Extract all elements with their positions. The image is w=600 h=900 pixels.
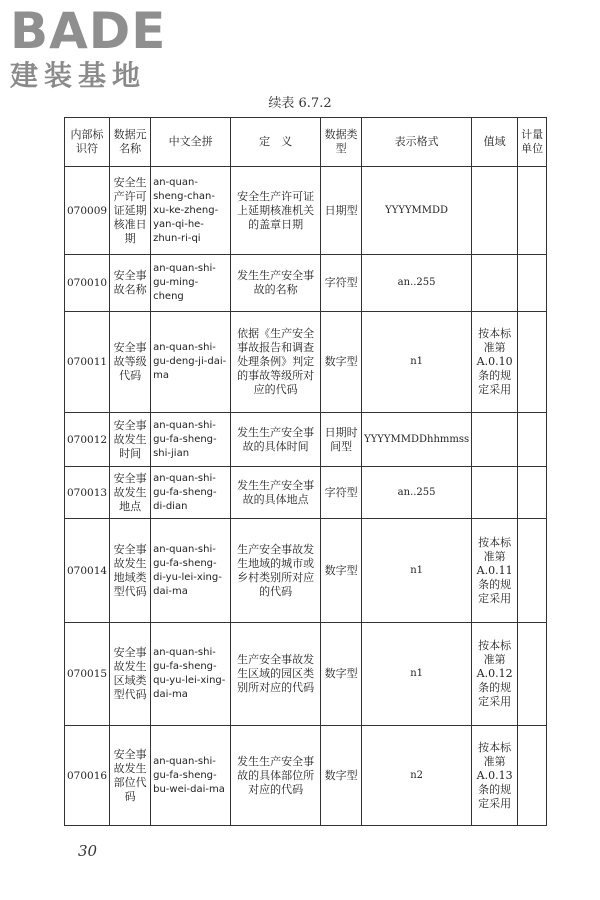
cell-pinyin: an-quan-shi-gu-fa-sheng-bu-wei-dai-ma (151, 726, 231, 826)
cell-name: 安全事故等级代码 (110, 312, 151, 413)
cell-definition: 生产安全事故发生地域的城市或乡村类别所对应的代码 (231, 519, 321, 623)
cell-unit (518, 519, 547, 623)
cell-pinyin: an-quan-shi-gu-fa-sheng-di-yu-lei-xing-dai-ma (151, 519, 231, 623)
table-row (65, 413, 547, 467)
cell-pinyin: an-quan-shi-gu-deng-ji-dai-ma (151, 312, 231, 413)
cell-pinyin: an-quan-sheng-chan-xu-ke-zheng-yan-qi-he-zhun-ri-qi (151, 167, 231, 255)
cell-definition: 安全生产许可证上延期核准机关的盖章日期 (231, 167, 321, 255)
cell-definition: 发生生产安全事故的名称 (231, 255, 321, 312)
table-row (65, 167, 547, 255)
cell-domain (472, 255, 518, 312)
table-caption: 续表 6.7.2 (268, 96, 332, 111)
cell-code: 070010 (65, 255, 110, 312)
cell-format: an..255 (362, 467, 472, 519)
page-number: 30 (78, 842, 98, 860)
cell-domain (472, 467, 518, 519)
cell-name: 安全事故发生部位代码 (110, 726, 151, 826)
cell-domain: 按本标准第A.0.13条的规定采用 (472, 726, 518, 826)
cell-name: 安全生产许可证延期核准日期 (110, 167, 151, 255)
cell-type: 字符型 (321, 255, 362, 312)
cell-unit (518, 623, 547, 726)
cell-format: n1 (362, 519, 472, 623)
table-row (65, 467, 547, 519)
table-row (65, 312, 547, 413)
cell-domain: 按本标准第A.0.10条的规定采用 (472, 312, 518, 413)
cell-pinyin: an-quan-shi-gu-fa-sheng-qu-yu-lei-xing-dai-ma (151, 623, 231, 726)
cell-definition: 发生生产安全事故的具体部位所对应的代码 (231, 726, 321, 826)
cell-name: 安全事故名称 (110, 255, 151, 312)
cell-code: 070011 (65, 312, 110, 413)
cell-domain: 按本标准第A.0.11条的规定采用 (472, 519, 518, 623)
cell-code: 070016 (65, 726, 110, 826)
cell-format: n1 (362, 312, 472, 413)
cell-code: 070014 (65, 519, 110, 623)
cell-unit (518, 467, 547, 519)
cell-definition: 生产安全事故发生区域的园区类别所对应的代码 (231, 623, 321, 726)
cell-definition: 发生生产安全事故的具体时间 (231, 413, 321, 467)
cell-type: 数字型 (321, 726, 362, 826)
cell-format: YYYYMMDD (362, 167, 472, 255)
cell-code: 070015 (65, 623, 110, 726)
cell-unit (518, 312, 547, 413)
cell-type: 日期时间型 (321, 413, 362, 467)
cell-type: 数字型 (321, 623, 362, 726)
header-format: 表示格式 (362, 118, 472, 167)
cell-unit (518, 726, 547, 826)
cell-name: 安全事故发生地点 (110, 467, 151, 519)
cell-type: 字符型 (321, 467, 362, 519)
cell-name: 安全事故发生时间 (110, 413, 151, 467)
header-code: 内部标识符 (65, 118, 110, 167)
cell-format: YYYYMMDDhhmmss (362, 413, 472, 467)
cell-unit (518, 413, 547, 467)
cell-pinyin: an-quan-shi-gu-fa-sheng-shi-jian (151, 413, 231, 467)
cell-type: 数字型 (321, 519, 362, 623)
cell-type: 日期型 (321, 167, 362, 255)
cell-code: 070012 (65, 413, 110, 467)
table-row (65, 623, 547, 726)
table-row (65, 255, 547, 312)
table-row (65, 519, 547, 623)
cell-code: 070013 (65, 467, 110, 519)
cell-pinyin: an-quan-shi-gu-fa-sheng-di-dian (151, 467, 231, 519)
cell-domain: 按本标准第A.0.12条的规定采用 (472, 623, 518, 726)
cell-code: 070009 (65, 167, 110, 255)
logo-subtitle: 建装基地 (10, 59, 147, 92)
header-pinyin: 中文全拼 (151, 118, 231, 167)
table-row (65, 726, 547, 826)
cell-type: 数字型 (321, 312, 362, 413)
header-domain: 值域 (472, 118, 518, 167)
cell-format: n1 (362, 623, 472, 726)
cell-format: n2 (362, 726, 472, 826)
cell-domain (472, 167, 518, 255)
cell-unit (518, 167, 547, 255)
cell-unit (518, 255, 547, 312)
cell-definition: 依据《生产安全事故报告和调查处理条例》判定的事故等级所对应的代码 (231, 312, 321, 413)
table-header-row (65, 118, 547, 167)
cell-definition: 发生生产安全事故的具体地点 (231, 467, 321, 519)
logo-wordmark: BADE (10, 2, 167, 60)
header-unit: 计量单位 (518, 118, 547, 167)
header-name: 数据元名称 (110, 118, 151, 167)
cell-format: an..255 (362, 255, 472, 312)
cell-domain (472, 413, 518, 467)
brand-logo (10, 2, 180, 92)
cell-name: 安全事故发生区域类型代码 (110, 623, 151, 726)
header-type: 数据类型 (321, 118, 362, 167)
header-definition: 定 义 (231, 118, 321, 167)
cell-pinyin: an-quan-shi-gu-ming-cheng (151, 255, 231, 312)
cell-name: 安全事故发生地域类型代码 (110, 519, 151, 623)
data-element-table (64, 117, 547, 826)
